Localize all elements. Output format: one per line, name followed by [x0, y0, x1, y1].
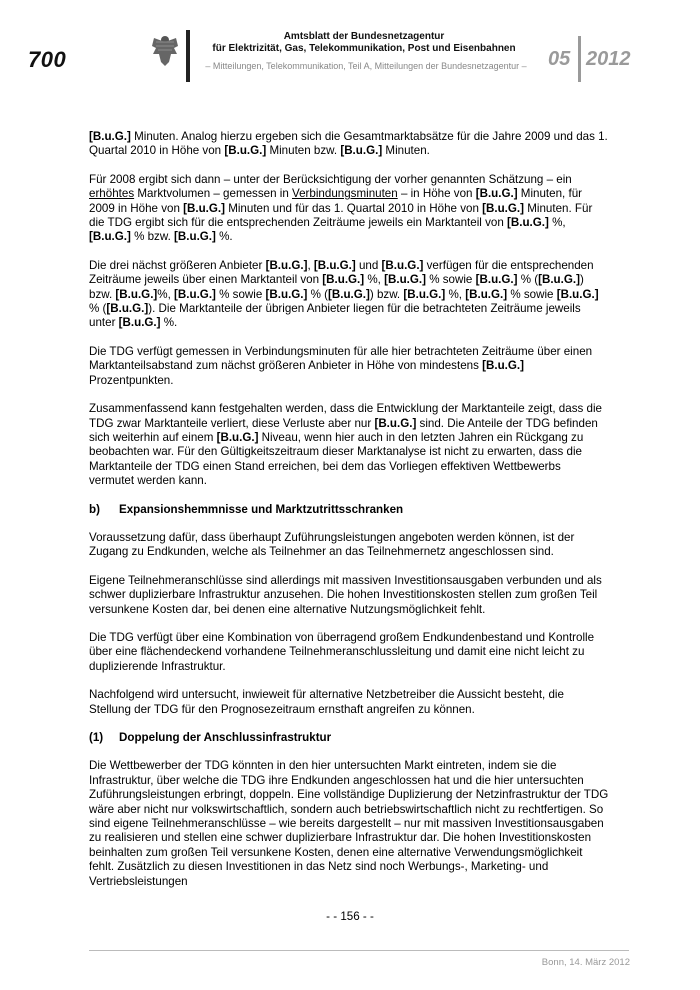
- page-label: - - 156 - -: [326, 910, 374, 923]
- publication-subtitle: – Mitteilungen, Telekommunikation, Teil A, Mitteilungen der Bundesnetzagentur –: [205, 61, 527, 71]
- federal-eagle-icon: [150, 32, 180, 68]
- page-number: 700: [28, 47, 67, 72]
- document-body: [89, 130, 609, 903]
- paragraph: Zusammenfassend kann festgehalten werden, dass die Entwicklung der Marktanteile zeigt, dass die TDG zwar Marktanteile verliert, diese Verluste aber nur [B.u.G.] sind. Die Anteile der TDG befinden sich weiterhin auf einem [B.u.G.] Niveau, wenn hier auch in den letzten Jahren ein Rückgang zu beobachten war. Für den Gültigkeitszeitraum dieser Marktanalyse ist nicht zu erwarten, dass die Marktanteile der TDG einen Stand erreichen, bei dem das Vorliegen effektiven Wettbewerbs vermutet werden kann.: [89, 402, 602, 488]
- paragraph: [B.u.G.] Minuten. Analog hierzu ergeben sich die Gesamtmarktabsätze für die Jahre 2009 und das 1. Quartal 2010 in Höhe von [B.u.G.] Minuten bzw. [B.u.G.] Minuten.: [89, 130, 608, 158]
- paragraph: Für 2008 ergibt sich dann – unter der Berücksichtigung der vorher genannten Schätzung – ein erhöhtes Marktvolumen – gemessen in Verbindungsminuten – in Höhe von [B.u.G.] Minuten, für 2009 in Höhe von [B.u.G.] Minuten und für das 1. Quartal 2010 in Höhe von [B.u.G.] Minuten. Für die TDG ergibt sich für die entsprechenden Zeiträume jeweils ein Marktanteil von [B.u.G.] %, [B.u.G.] % bzw. [B.u.G.] %.: [89, 172, 593, 244]
- issue-divider: [578, 36, 581, 82]
- paragraph: Die TDG verfügt gemessen in Verbindungsminuten für alle hier betrachteten Zeiträume über einen Marktanteilsabstand zum nächst größeren Anbieter in Höhe von mindestens [B.u.G.] Prozentpunkten.: [89, 344, 593, 387]
- subsection-heading: (1) Doppelung der Anschlussinfrastruktur: [89, 731, 332, 744]
- paragraph: Eigene Teilnehmeranschlüsse sind allerdings mit massiven Investitionsausgaben verbunden und als schwer duplizierbare Infrastruktur anzusehen. Die hohen Investitionskosten stellen zum großen Teil versunkene Kosten dar, bei denen eine alternative Nutzungsmöglichkeit fehlt.: [89, 573, 602, 616]
- section-heading: b) Expansionshemmnisse und Marktzutrittsschranken: [89, 502, 404, 516]
- footer-rule: [89, 950, 629, 951]
- publication-title: Amtsblatt der Bundesnetzagentur für Elektrizität, Gas, Telekommunikation, Post und Eisenbahnen: [212, 31, 516, 54]
- issue-number: 05: [548, 48, 571, 70]
- paragraph: Voraussetzung dafür, dass überhaupt Zuführungsleistungen angeboten werden können, ist der Zugang zu Endkunden, welche als Teilnehmer an das Teilnehmernetz angeschlossen sind.: [89, 530, 575, 559]
- paragraph: Die drei nächst größeren Anbieter [B.u.G.], [B.u.G.] und [B.u.G.] verfügen für die entsprechenden Zeiträume jeweils über einen Marktanteil von [B.u.G.] %, [B.u.G.] % sowie [B.u.G.] % ([B.u.G.]) bzw. [B.u.G.]%, [B.u.G.] % sowie [B.u.G.] % ([B.u.G.]) bzw. [B.u.G.] %, [B.u.G.] % sowie [B.u.G.] % ([B.u.G.]). Die Marktanteile der übrigen Anbieter liegen für die betrachteten Zeiträume jeweils unter [B.u.G.] %.: [89, 258, 599, 330]
- paragraph: Die TDG verfügt über eine Kombination von überragend großem Endkundenbestand und Kontrolle über eine flächendeckend vorhandene Teilnehmeranschlussleitung und damit eine nicht leicht zu duplizierende Infrastruktur.: [89, 630, 595, 673]
- issue-year: 2012: [586, 48, 631, 70]
- footer-date: Bonn, 14. März 2012: [541, 957, 630, 968]
- paragraph: Die Wettbewerber der TDG könnten in den hier untersuchten Markt eintreten, indem sie die Infrastruktur, über welche die TDG ihre Endkunden angeschlossen hat und die hier untersuchten Zuführungsleistungen erbringt, doppeln. Eine vollständige Duplizierung der Netzinfrastruktur der TDG wäre aber nicht nur volkswirtschaftlich, sondern auch betriebswirtschaftlich nicht zu rechtfertigen. So sind eigene Teilnehmeranschlüsse – wie bereits dargestellt – nur mit massiven Investitionsausgaben zu realisieren und stellen eine schwer duplizierbare Infrastruktur dar. Die hohen Investitionskosten beinhalten zum großen Teil versunkene Kosten, denen eine alternative Verwendungsmöglichkeit fehlt. Zusätzlich zu diesen Investitionen in das Netz sind noch Werbungs-, Marketing- und Vertriebsleistungen: [89, 759, 609, 888]
- header-divider: [186, 30, 190, 82]
- paragraph: Nachfolgend wird untersucht, inwieweit für alternative Netzbetreiber die Aussicht besteht, die Stellung der TDG für den Prognosezeitraum ernsthaft angreifen zu können.: [89, 688, 564, 716]
